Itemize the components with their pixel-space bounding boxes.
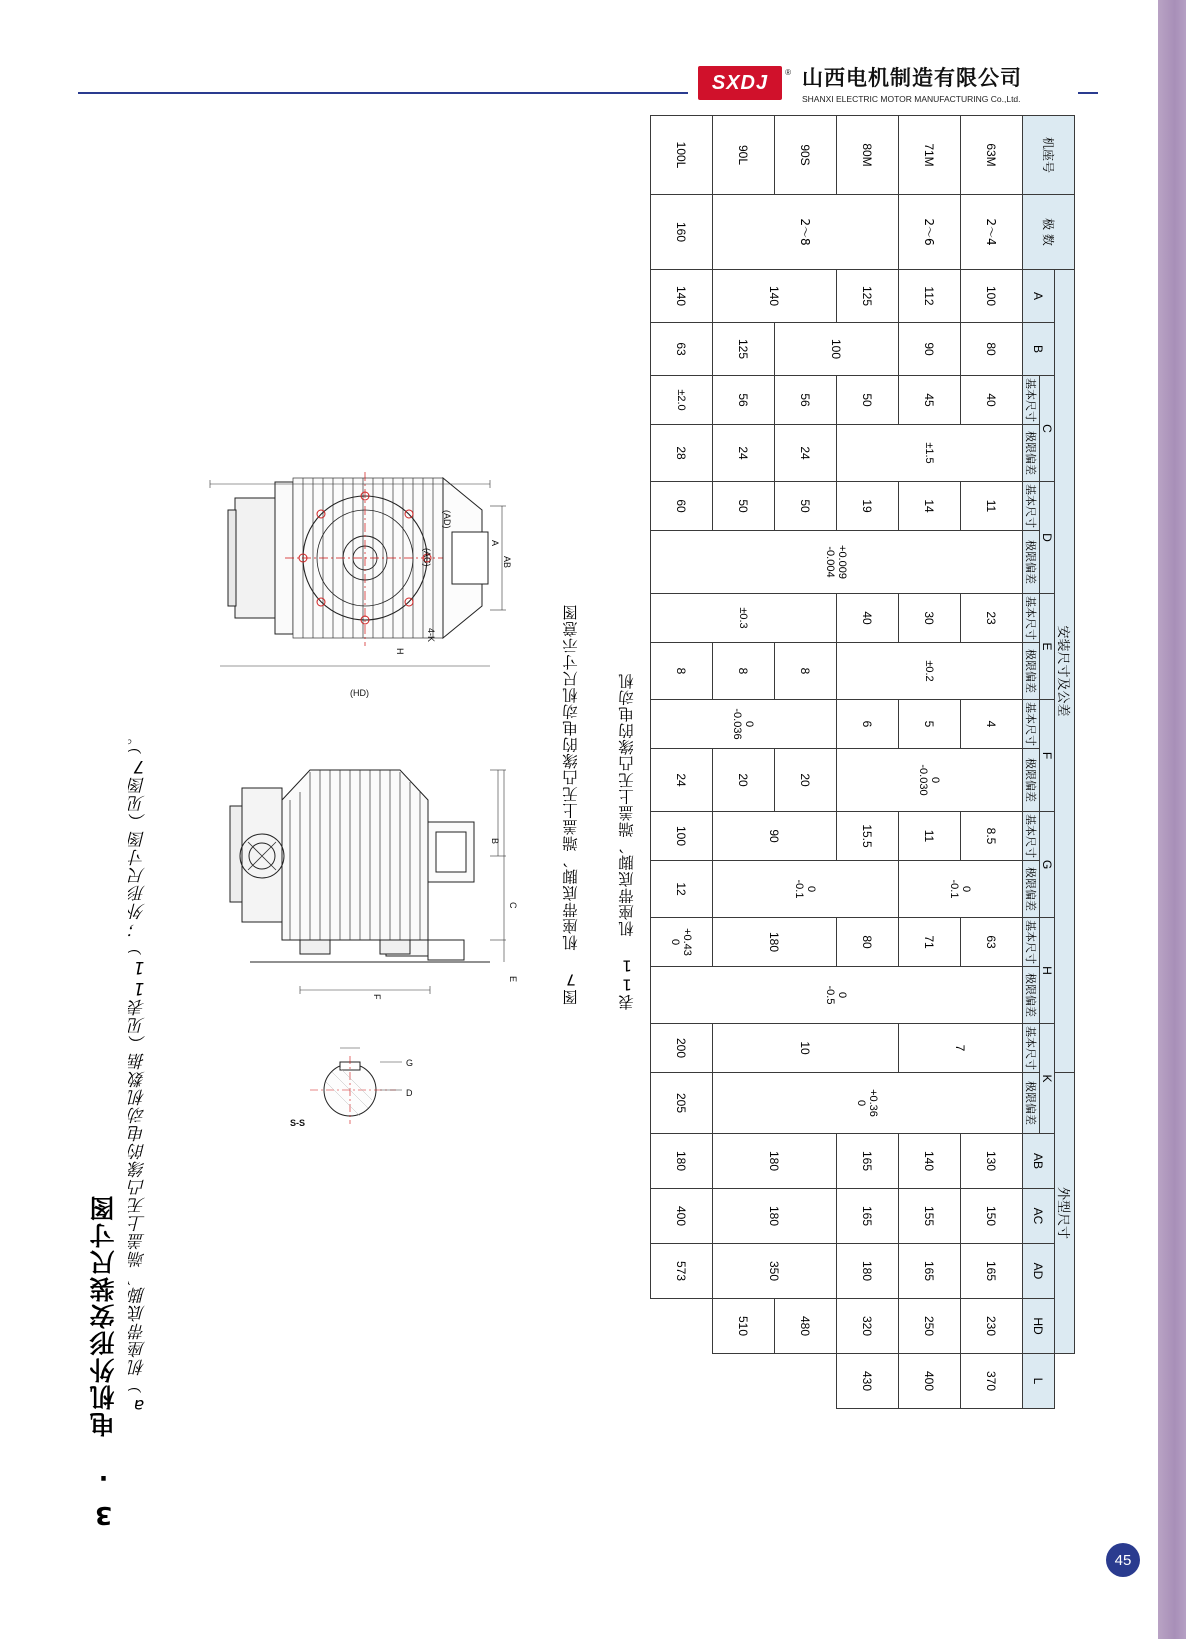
cell-H-basic: 71: [899, 918, 961, 967]
th-K-basic: 基本尺寸: [1023, 1024, 1040, 1073]
cell-H-basic: 80: [837, 918, 899, 967]
figure-caption: 图7 机座带底脚、端盖上无凸缘的电动机尺寸示意图: [562, 604, 580, 1005]
th-G-basic: 基本尺寸: [1023, 812, 1040, 861]
th-G: G: [1040, 812, 1055, 918]
th-G-tol: 极限偏差: [1023, 861, 1040, 918]
table-caption: 表11 机座带底脚、端盖上无凸缘的电动机: [618, 672, 636, 1010]
motor-outline-drawing: [190, 470, 540, 1170]
cell-D-basic: 19: [837, 482, 899, 531]
cell-C-basic: 50: [837, 376, 899, 425]
cell-D-basic: 11: [961, 482, 1023, 531]
th-K: K: [1040, 1024, 1055, 1134]
cell-A: 112: [899, 270, 961, 323]
cell-C-basic: 56: [713, 376, 775, 425]
cell-K-basic: 7: [899, 1024, 1023, 1073]
th-E-basic: 基本尺寸: [1023, 594, 1040, 643]
cell-L: 430: [837, 1354, 899, 1409]
cell-G-basic: 11: [899, 812, 961, 861]
cell-K-tol: +0.43 0: [651, 918, 713, 967]
cell-HD: 250: [899, 1299, 961, 1354]
cell-K-basic: 10: [713, 1024, 899, 1073]
cell-A: 125: [837, 270, 899, 323]
th-E-tol: 极限偏差: [1023, 643, 1040, 700]
cell-E-tol: ±0.3: [651, 594, 837, 643]
cell-F-basic: 8: [713, 643, 775, 700]
cell-F-basic: 4: [961, 700, 1023, 749]
cell-D-basic: 24: [713, 425, 775, 482]
trademark-icon: ®: [785, 68, 792, 77]
cell-E-basic: 60: [651, 482, 713, 531]
cell-AD: 165: [899, 1244, 961, 1299]
cell-frame: 63M: [961, 116, 1023, 195]
th-F: F: [1040, 700, 1055, 812]
cell-HD: 400: [651, 1189, 713, 1244]
th-H: H: [1040, 918, 1055, 1024]
cell-AD: 180: [651, 1134, 713, 1189]
cell-B: 90: [899, 323, 961, 376]
cell-E-basic: 30: [899, 594, 961, 643]
cell-F-tol: 0 -0.030: [837, 749, 1023, 812]
th-AB: AB: [1023, 1134, 1055, 1189]
th-F-basic: 基本尺寸: [1023, 700, 1040, 749]
drawing-label-hd: (HD): [350, 688, 369, 698]
dimension-table-body: [651, 116, 1023, 1409]
page-header: [78, 62, 1098, 106]
th-E: E: [1040, 594, 1055, 700]
th-D: D: [1040, 482, 1055, 594]
drawing-svg: [190, 470, 540, 1170]
cell-E-tol: ±0.2: [837, 643, 1023, 700]
cell-AC: 165: [837, 1189, 899, 1244]
cell-F-basic: 8: [651, 643, 713, 700]
page-edge-band-inner: [1186, 0, 1200, 1639]
th-C: C: [1040, 376, 1055, 482]
cell-AC: 155: [899, 1189, 961, 1244]
th-F-tol: 极限偏差: [1023, 749, 1040, 812]
cell-D-basic: 14: [899, 482, 961, 531]
th-HD: HD: [1023, 1299, 1055, 1354]
cell-G-basic: 15.5: [837, 812, 899, 861]
cell-L: 370: [961, 1354, 1023, 1409]
drawing-label-e: E: [508, 976, 518, 983]
drawing-label-d: D: [406, 1088, 413, 1098]
cell-AC: 180: [713, 1134, 837, 1189]
drawing-label-f: F: [372, 994, 382, 1000]
th-K-tol: 极限偏差: [1023, 1073, 1040, 1134]
cell-AB: 140: [899, 1134, 961, 1189]
th-H-tol: 极限偏差: [1023, 967, 1040, 1024]
cell-F-basic: 6: [837, 700, 899, 749]
th-C-tol: 极限偏差: [1023, 425, 1040, 482]
drawing-label-ab: AB: [502, 556, 512, 569]
cell-D-tol: +0.009 -0.004: [651, 531, 1023, 594]
cell-HD: 320: [837, 1299, 899, 1354]
cell-C-basic: 40: [961, 376, 1023, 425]
drawing-label-ac: (AC): [422, 548, 432, 567]
cell-AB: 165: [837, 1134, 899, 1189]
cell-L: 480: [775, 1299, 837, 1354]
cell-poles: 2～4: [961, 195, 1023, 270]
cell-AB: 200: [651, 1024, 713, 1073]
cell-C-tol: ±2.0: [651, 376, 713, 425]
cell-AB: 180: [713, 918, 837, 967]
cell-G-basic: 8.5: [961, 812, 1023, 861]
cell-E-basic: 23: [961, 594, 1023, 643]
logo-mark: [698, 66, 792, 100]
cell-B: 140: [651, 270, 713, 323]
cell-HD: 230: [961, 1299, 1023, 1354]
cell-HD: 350: [713, 1244, 837, 1299]
drawing-label-b: B: [490, 838, 500, 845]
drawing-label-section: S-S: [290, 1118, 306, 1128]
th-AD: AD: [1023, 1244, 1055, 1299]
cell-poles: 2～6: [899, 195, 961, 270]
th-frame: 机座号: [1023, 116, 1075, 195]
cell-poles: 2～8: [713, 195, 899, 270]
cell-frame: 100L: [651, 116, 713, 195]
cell-L: 400: [899, 1354, 961, 1409]
cell-H-basic: 100: [651, 812, 713, 861]
cell-F-basic: 5: [899, 700, 961, 749]
cell-H-tol: 0 -0.5: [651, 967, 1023, 1024]
cell-AD: 180: [713, 1189, 837, 1244]
cell-F-basic: 8: [775, 643, 837, 700]
cell-G-basic: 24: [651, 749, 713, 812]
cell-B: 80: [961, 323, 1023, 376]
header-rule-right: [1078, 92, 1098, 94]
cell-AD: 165: [961, 1244, 1023, 1299]
th-A: A: [1023, 270, 1055, 323]
dimension-table: [650, 115, 1075, 1409]
cell-AD: 180: [837, 1244, 899, 1299]
cell-C-tol: ±1.5: [837, 425, 1023, 482]
table-row: [651, 116, 713, 1409]
drawing-label-h: H: [395, 648, 405, 655]
cell-K-basic: 12: [651, 861, 713, 918]
cell-E-basic: 50: [713, 482, 775, 531]
page-title: 3. 电机外形安装尺寸图: [89, 1194, 118, 1530]
th-H-basic: 基本尺寸: [1023, 918, 1040, 967]
cell-L: 573: [651, 1244, 713, 1299]
cell-A: 160: [651, 195, 713, 270]
cell-B: 125: [713, 323, 775, 376]
cell-F-tol: 0 -0.036: [651, 700, 837, 749]
cell-frame: 80M: [837, 116, 899, 195]
cell-L: 510: [713, 1299, 775, 1354]
cell-G-basic: 20: [713, 749, 775, 812]
page-number: 45: [1106, 1543, 1140, 1577]
cell-C-basic: 56: [775, 376, 837, 425]
drawing-label-c: C: [508, 902, 518, 909]
company-name-cn: 山西电机制造有限公司: [802, 66, 1022, 90]
cell-A: 100: [961, 270, 1023, 323]
cell-AB: 130: [961, 1134, 1023, 1189]
th-L: L: [1023, 1354, 1055, 1409]
cell-D-basic: 28: [651, 425, 713, 482]
cell-AC: 150: [961, 1189, 1023, 1244]
th-B: B: [1023, 323, 1055, 376]
th-group-outline: 外型尺寸: [1055, 1073, 1075, 1354]
drawing-label-g: G: [406, 1058, 414, 1068]
cell-E-basic: 40: [837, 594, 899, 643]
cell-frame: 90L: [713, 116, 775, 195]
company-name-en: SHANXI ELECTRIC MOTOR MANUFACTURING Co.,Ltd.: [802, 94, 1021, 104]
header-rule-left: [78, 92, 688, 94]
cell-A: 140: [713, 270, 837, 323]
th-D-tol: 极限偏差: [1023, 531, 1040, 594]
th-poles: 极 数: [1023, 195, 1075, 270]
th-group-install: 安装尺寸及公差: [1055, 270, 1075, 1073]
cell-C-basic: 45: [899, 376, 961, 425]
th-AC: AC: [1023, 1189, 1055, 1244]
cell-H-basic: 63: [961, 918, 1023, 967]
cell-D-basic: 24: [775, 425, 837, 482]
drawing-label-a: A: [490, 540, 500, 547]
logo-mark-text: SXDJ: [711, 71, 769, 94]
table-row: [775, 116, 837, 1409]
drawing-label-ad: (AD): [442, 510, 452, 529]
cell-B: 100: [775, 323, 899, 376]
cell-G-basic: 20: [775, 749, 837, 812]
cell-frame: 71M: [899, 116, 961, 195]
section-paragraph: a）机座带底脚、端盖上无凸缘的电动机数据（见表11）；外形尺寸图（见图7）。: [129, 727, 149, 1415]
cell-G-tol: 0 -0.1: [713, 861, 899, 918]
drawing-label-k: 4-K: [426, 628, 436, 643]
cell-K-tol: +0.36 0: [713, 1073, 1023, 1134]
dimension-table-wrapper: [655, 115, 1075, 1515]
cell-G-tol: 0 -0.1: [899, 861, 1023, 918]
table-row: [961, 116, 1023, 1409]
th-C-basic: 基本尺寸: [1023, 376, 1040, 425]
cell-H-basic: 90: [713, 812, 837, 861]
company-logo: [698, 62, 1022, 104]
cell-C-basic: 63: [651, 323, 713, 376]
cell-E-basic: 50: [775, 482, 837, 531]
cell-frame: 90S: [775, 116, 837, 195]
th-D-basic: 基本尺寸: [1023, 482, 1040, 531]
cell-AC: 205: [651, 1073, 713, 1134]
